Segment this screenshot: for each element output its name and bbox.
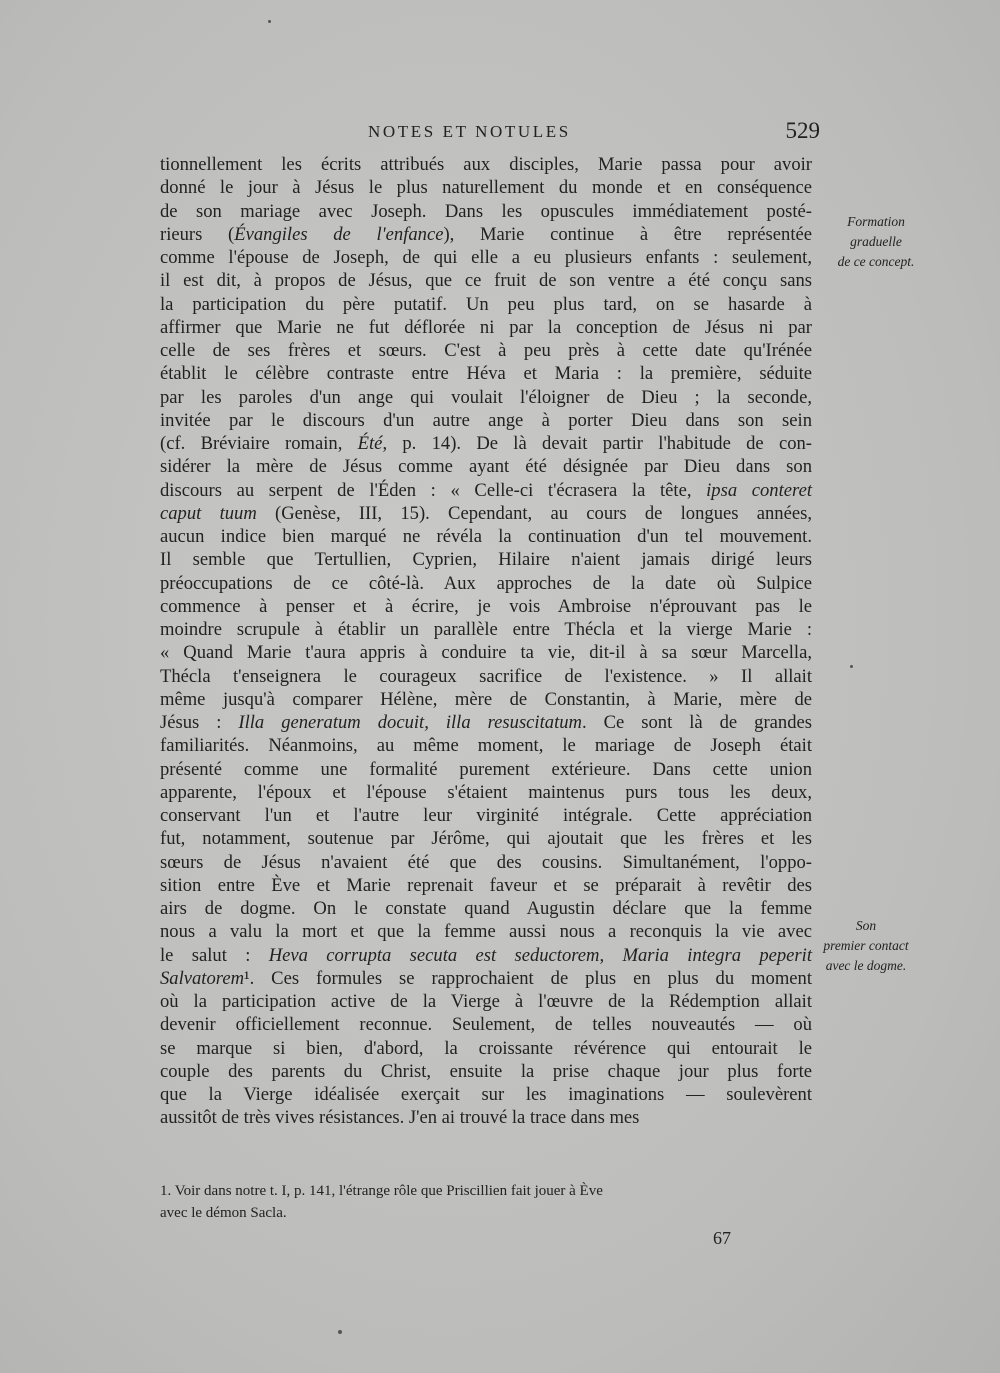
body-line: par les paroles d'un ange qui voulait l'éloigner de Dieu ; la seconde, xyxy=(160,386,812,408)
footnote-line: avec le démon Sacla. xyxy=(160,1205,287,1221)
body-line: affirmer que Marie ne fut déflorée ni par la conception de Jésus ni par xyxy=(160,316,812,338)
margin-note-line: graduelle xyxy=(850,234,902,249)
margin-note-line: Son xyxy=(855,918,877,933)
italic-phrase: Été xyxy=(357,433,383,454)
italic-phrase: Évangiles de l'enfance xyxy=(234,223,444,245)
body-line: comme l'épouse de Joseph, de qui elle a eu plusieurs enfants : seulement, xyxy=(160,247,812,268)
body-line: conservant l'un et l'autre leur virginité intégrale. Cette appréciation xyxy=(160,805,812,826)
body-line: airs de dogme. On le constate quand Augustin déclare que la femme xyxy=(160,898,812,919)
body-line: familiarités. Néanmoins, au même moment, le mariage de Joseph était xyxy=(160,735,812,757)
body-line: discours au serpent de l'Éden : « Celle-ci t'écrasera la tête, ipsa conteret xyxy=(160,479,812,501)
body-line: nous a valu la mort et que la femme aussi nous a reconquis la vie avec xyxy=(160,921,812,943)
body-line: aussitôt de très vives résistances. J'en ai trouvé la trace dans mes xyxy=(160,1107,640,1129)
body-line: sœurs de Jésus n'avaient été que des cousins. Simultanément, l'oppo- xyxy=(160,851,812,873)
body-line: sition entre Ève et Marie reprenait faveur et se préparait à revêtir des xyxy=(160,874,812,896)
body-line: donné le jour à Jésus le plus naturellement du monde et en conséquence xyxy=(160,177,812,199)
footnote xyxy=(160,1180,800,1224)
body-line: apparente, l'époux et l'épouse s'étaient maintenus purs tous les deux, xyxy=(160,781,812,803)
body-line: rieurs (Évangiles de l'enfance), Marie continue à être représentée xyxy=(160,223,812,245)
body-line: Il semble que Tertullien, Cyprien, Hilaire n'aient jamais dirigé leurs xyxy=(160,549,812,571)
italic-phrase: caput tuum xyxy=(160,502,257,524)
body-line: (cf. Bréviaire romain, Été, p. 14). De là devait partir l'habitude de con- xyxy=(160,433,813,454)
body-line: moindre scrupule à établir un parallèle entre Thécla et la vierge Marie : xyxy=(160,619,812,640)
body-line: établit le célèbre contraste entre Héva et Maria : la première, séduite xyxy=(160,363,812,385)
body-line: commence à penser et à écrire, je vois Ambroise n'éprouvant pas le xyxy=(160,595,812,617)
body-line: couple des parents du Christ, ensuite la prise chaque jour plus forte xyxy=(160,1060,812,1082)
margin-note-line: premier contact xyxy=(823,938,909,953)
body-line: même jusqu'à comparer Hélène, mère de Constantin, à Marie, mère de xyxy=(160,688,812,710)
margin-note-formation xyxy=(820,212,932,272)
body-line: où la participation active de la Vierge à l'œuvre de la Rédemption allait xyxy=(160,991,812,1012)
signature-mark: 67 xyxy=(713,1228,731,1248)
body-line: de son mariage avec Joseph. Dans les opuscules immédiatement posté- xyxy=(160,200,812,222)
body-line: il est dit, à propos de Jésus, que ce fruit de son ventre a été conçu sans xyxy=(160,270,812,292)
margin-note-dogme xyxy=(810,916,922,976)
body-line: Thécla t'enseignera le courageux sacrifice de l'existence. » Il allait xyxy=(160,665,812,687)
margin-note-line: de ce concept. xyxy=(837,254,915,269)
print-speck xyxy=(268,20,271,23)
body-line: aucun indice bien marqué ne révéla la continuation d'un tel mouvement. xyxy=(160,526,812,547)
body-text xyxy=(160,153,812,1130)
print-speck xyxy=(850,665,853,668)
footnote-line: 1. Voir dans notre t. I, p. 141, l'étrange rôle que Priscillien fait jouer à Ève xyxy=(160,1183,603,1199)
body-line: fut, notamment, soutenue par Jérôme, qui ajoutait que les frères et les xyxy=(160,828,812,850)
body-line: Jésus : Illa generatum docuit, illa resuscitatum. Ce sont là de grandes xyxy=(160,712,812,733)
body-line: le salut : Heva corrupta secuta est seductorem, Maria integra peperit xyxy=(160,944,812,966)
page-header xyxy=(160,118,820,148)
body-line: présenté comme une formalité purement extérieure. Dans cette union xyxy=(160,758,812,780)
body-line: sidérer la mère de Jésus comme ayant été désignée par Dieu dans son xyxy=(160,456,812,478)
body-line: préoccupations de ce côté-là. Aux approches de la date où Sulpice xyxy=(160,572,812,594)
body-line: caput tuum (Genèse, III, 15). Cependant, au cours de longues années, xyxy=(160,502,812,524)
italic-phrase: Heva corrupta secuta est seductorem, Maria integra peperit xyxy=(268,944,812,966)
body-line: Salvatorem¹. Ces formules se rapprochaient de plus en plus du moment xyxy=(160,967,812,989)
margin-note-line: avec le dogme. xyxy=(825,958,907,973)
page-number: 529 xyxy=(785,118,820,143)
body-line: invitée par le discours d'un autre ange à porter Dieu dans son sein xyxy=(160,409,812,431)
body-line: celle de ses frères et sœurs. C'est à peu près à cette date qu'Irénée xyxy=(160,340,812,361)
italic-phrase: Illa generatum docuit, illa resuscitatum xyxy=(238,712,582,733)
italic-phrase: ipsa conteret xyxy=(706,479,812,501)
running-title: NOTES ET NOTULES xyxy=(368,122,571,141)
print-speck xyxy=(338,1330,342,1334)
margin-note-line: Formation xyxy=(847,214,905,229)
body-line: que la Vierge idéalisée exerçait sur les imaginations — soulevèrent xyxy=(160,1084,812,1105)
italic-phrase: Salvatorem xyxy=(160,967,244,989)
body-line: tionnellement les écrits attribués aux disciples, Marie passa pour avoir xyxy=(160,154,812,175)
body-line: se marque si bien, d'abord, la croissante révérence qui entourait le xyxy=(160,1037,812,1059)
body-line: « Quand Marie t'aura appris à conduire ta vie, dit-il à sa sœur Marcella, xyxy=(160,642,812,664)
body-line: la participation du père putatif. Un peu plus tard, on se hasarde à xyxy=(160,293,812,315)
body-line: devenir officiellement reconnue. Seulement, de telles nouveautés — où xyxy=(160,1014,812,1036)
